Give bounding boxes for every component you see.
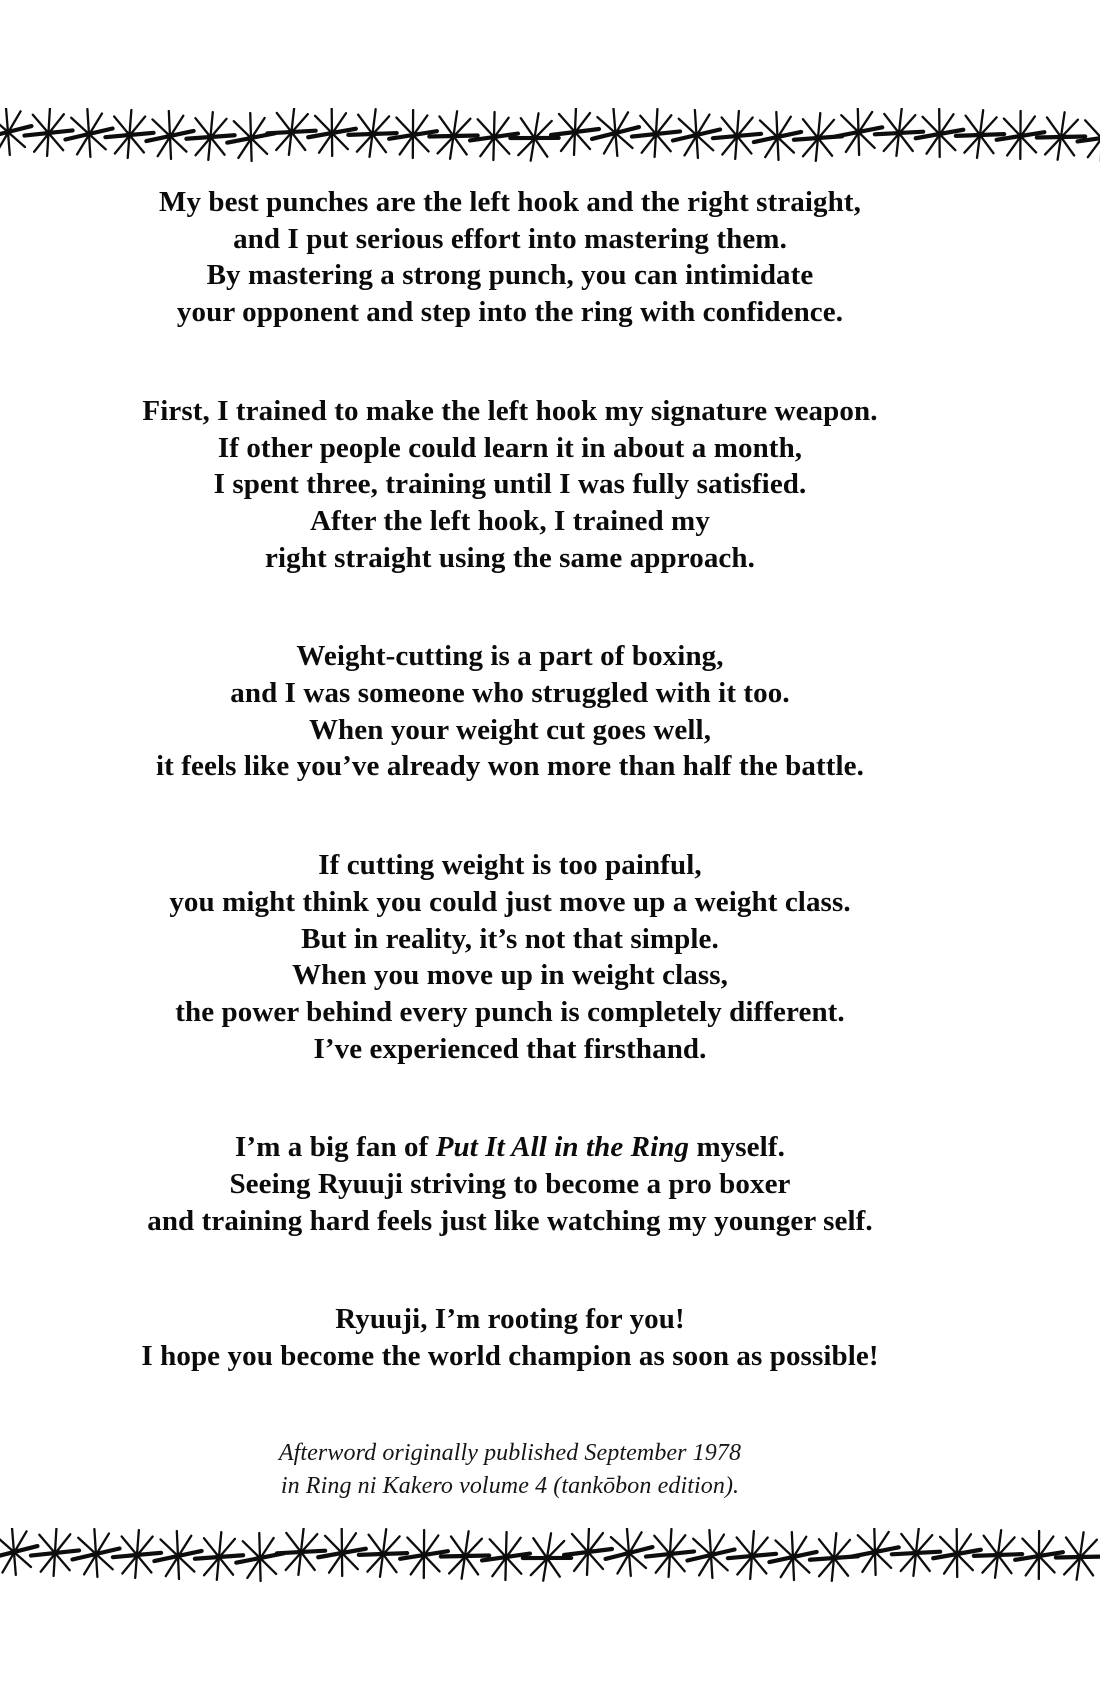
text-line: By mastering a strong punch, you can intimidate bbox=[206, 259, 814, 292]
paragraph-best-punches bbox=[0, 184, 1020, 331]
text-line: If other people could learn it in about a month, bbox=[217, 431, 803, 464]
text-line: I’ve experienced that firsthand. bbox=[313, 1032, 707, 1065]
paragraph-fan-of-series bbox=[0, 1129, 1020, 1239]
text-line: Weight-cutting is a part of boxing, bbox=[296, 640, 724, 673]
footnote-line: Afterword originally published September 1978 bbox=[278, 1439, 742, 1466]
bottom-asterisk-border-icon bbox=[0, 1528, 1100, 1584]
text-line: If cutting weight is too painful, bbox=[318, 849, 702, 882]
text-line: When your weight cut goes well, bbox=[308, 713, 712, 746]
top-asterisk-border-icon bbox=[0, 108, 1100, 164]
paragraph-left-hook-training bbox=[0, 393, 1020, 577]
text-line: right straight using the same approach. bbox=[265, 541, 755, 574]
text-line: and I was someone who struggled with it too. bbox=[230, 677, 790, 710]
text-line: and training hard feels just like watching my younger self. bbox=[147, 1204, 873, 1237]
text-line bbox=[0, 1129, 1020, 1166]
paragraph-closing-cheer bbox=[0, 1301, 1020, 1374]
text-line: My best punches are the left hook and the right straight, bbox=[159, 186, 861, 218]
text-line: your opponent and step into the ring with confidence. bbox=[176, 296, 844, 329]
text-line: it feels like you’ve already won more than half the battle. bbox=[155, 750, 865, 783]
text-line: But in reality, it’s not that simple. bbox=[301, 922, 719, 955]
fan-line-suffix: myself. bbox=[689, 1131, 785, 1164]
text-line: you might think you could just move up a weight class. bbox=[169, 885, 851, 918]
paragraph-weight-class bbox=[0, 847, 1020, 1067]
text-line: Seeing Ryuuji striving to become a pro boxer bbox=[229, 1168, 791, 1201]
text-line: I hope you become the world champion as soon as possible! bbox=[141, 1340, 879, 1373]
text-line: When you move up in weight class, bbox=[292, 959, 728, 992]
series-title: Put It All in the Ring bbox=[435, 1131, 690, 1164]
afterword-text bbox=[0, 184, 1100, 1565]
text-line: the power behind every punch is completely different. bbox=[175, 995, 845, 1028]
text-line: First, I trained to make the left hook my signature weapon. bbox=[142, 394, 878, 427]
text-line: I spent three, training until I was fully satisfied. bbox=[213, 468, 807, 501]
text-line: and I put serious effort into mastering them. bbox=[233, 222, 787, 255]
text-line: After the left hook, I trained my bbox=[310, 504, 710, 537]
text-line: Ryuuji, I’m rooting for you! bbox=[335, 1303, 685, 1336]
fan-line-prefix: I’m a big fan of bbox=[235, 1131, 436, 1164]
footnote-line: in Ring ni Kakero volume 4 (tankōbon edition). bbox=[280, 1472, 740, 1499]
paragraph-weight-cutting bbox=[0, 638, 1020, 785]
publication-footnote bbox=[0, 1437, 1020, 1503]
